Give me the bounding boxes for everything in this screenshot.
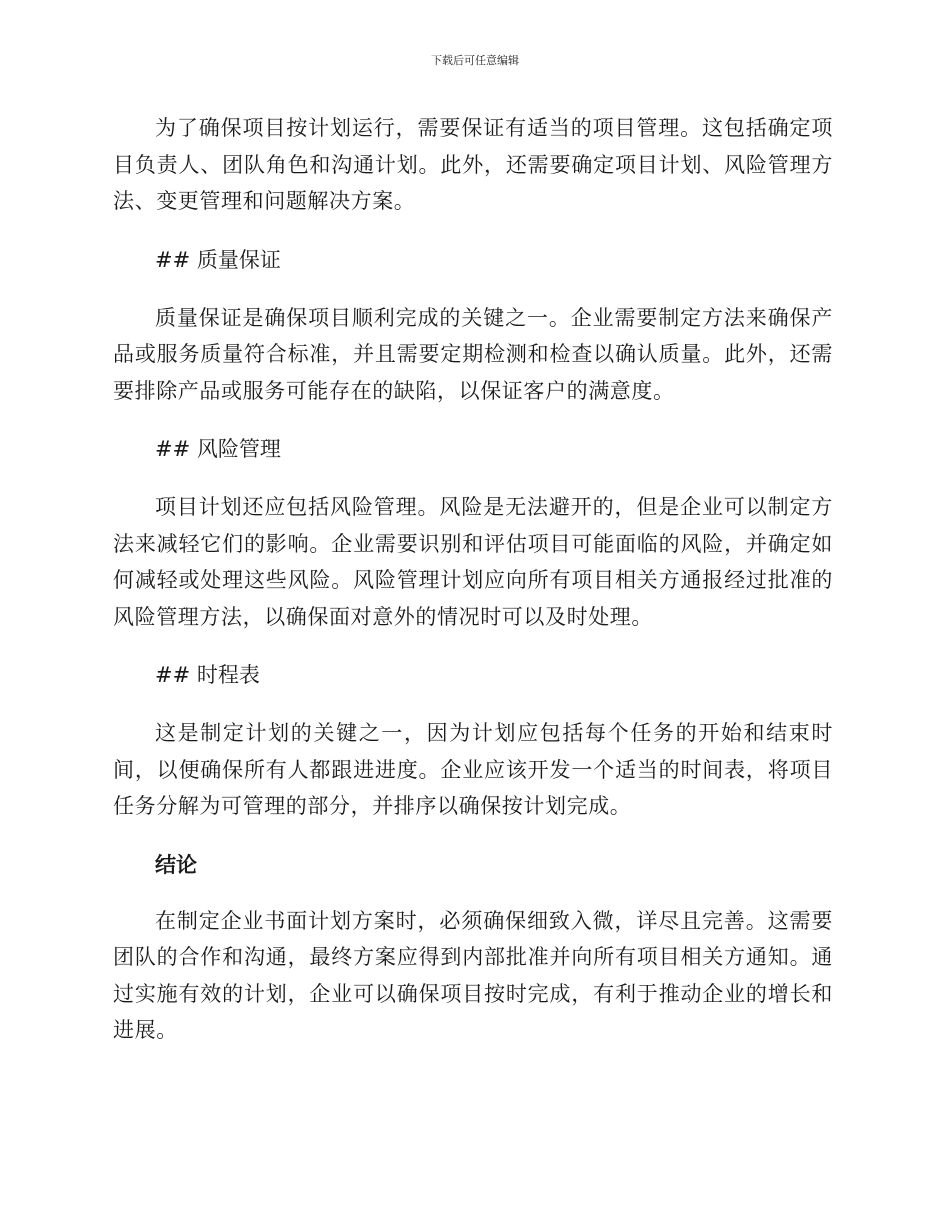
risk-management-heading: ## 风险管理 (155, 437, 281, 461)
document-body (113, 110, 833, 1071)
risk-management-paragraph: 项目计划还应包括风险管理。风险是无法避开的，但是企业可以制定方法来减轻它们的影响。企业需要识别和评估项目可能面临的风险，并确定如何减轻或处理这些风险。风险管理计划应向所有项目相关方通报经过批准的风险管理方法，以确保面对意外的情况时可以及时处理。 (113, 495, 833, 629)
quality-assurance-heading: ## 质量保证 (155, 247, 281, 272)
page-header: 下载后可任意编辑 (431, 54, 519, 67)
quality-assurance-paragraph: 质量保证是确保项目顺利完成的关键之一。企业需要制定方法来确保产品或服务质量符合标准，并且需要定期检测和检查以确认质量。此外，还需要排除产品或服务可能存在的缺陷，以保证客户的满意度。 (113, 305, 833, 403)
conclusion-paragraph: 在制定企业书面计划方案时，必须确保细致入微，详尽且完善。这需要团队的合作和沟通，最终方案应得到内部批准并向所有项目相关方通知。通过实施有效的计划，企业可以确保项目按时完成，有利于推动企业的增长和进展。 (113, 908, 833, 1042)
schedule-paragraph: 这是制定计划的关键之一，因为计划应包括每个任务的开始和结束时间，以便确保所有人都跟进进度。企业应该开发一个适当的时间表，将项目任务分解为可管理的部分，并排序以确保按计划完成。 (113, 721, 833, 818)
schedule-heading: ## 时程表 (155, 663, 260, 687)
intro-paragraph: 为了确保项目按计划运行，需要保证有适当的项目管理。这包括确定项目负责人、团队角色和沟通计划。此外，还需要确定项目计划、风险管理方法、变更管理和问题解决方案。 (113, 116, 833, 213)
conclusion-heading: 结论 (155, 852, 197, 877)
